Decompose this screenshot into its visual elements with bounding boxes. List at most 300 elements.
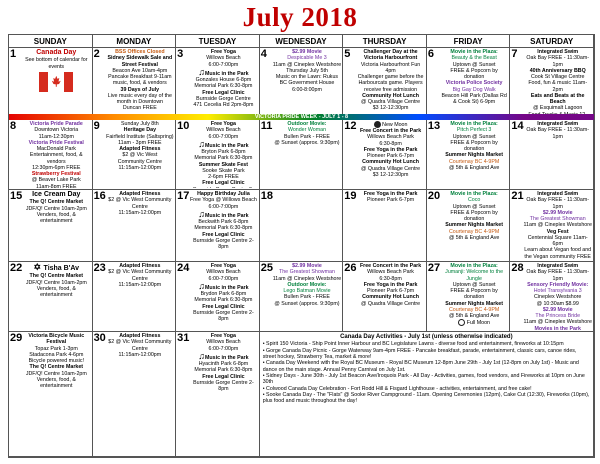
day-cell-18[interactable] [260, 190, 344, 262]
event-line: Heritage Day [123, 127, 157, 134]
event-line: Victoria Harbourfront Fun 4pm [360, 61, 421, 74]
day-number: 2 [93, 48, 100, 60]
day-number: 1 [10, 48, 17, 60]
event-line: 2-6pm FREE [208, 174, 239, 180]
moon-icon [374, 121, 381, 128]
pride-week-label: VICTORIA PRIDE WEEK - JULY 1 - 8 [254, 114, 349, 120]
day-number: 17 [177, 190, 190, 202]
event-line: Burnside Gorge Centre 2-8pm [193, 309, 254, 322]
event-line: $2.99 Movie [542, 306, 573, 313]
event-line: 6:30-8pm [379, 140, 402, 147]
event-line: FREE & Popcorn by donation [450, 139, 498, 152]
event-line: Integrated Swim [537, 191, 579, 197]
event-line: Beauty & the Beast [451, 55, 497, 62]
day-cell-12[interactable] [343, 120, 427, 190]
event-line: Community Hot Lunch [362, 159, 419, 166]
day-cell-29[interactable] [9, 332, 93, 457]
day-cell-5[interactable] [343, 48, 427, 120]
day-events [523, 191, 592, 260]
event-line [189, 187, 258, 189]
event-line: The Greatest Showman [529, 216, 586, 222]
day-cell-23[interactable] [93, 262, 177, 332]
event-line: Uptown @ Sunset [452, 133, 496, 140]
event-line: Cineplex Westshore [534, 294, 582, 301]
day-cell-17[interactable] [176, 190, 260, 262]
event-line: Beacon Hill Park (Dallas Rd & Cook St) 6-9pm [441, 92, 507, 105]
event-line: Free Concert in the Park [359, 263, 422, 269]
event-line: Integrated Swim [537, 121, 579, 127]
day-number: 31 [177, 332, 190, 344]
day-cell-2[interactable] [93, 48, 177, 120]
event-line: 39 Days of July [120, 86, 160, 93]
event-line: Jumanji: Welcome to the Jungle [445, 269, 504, 282]
event-line: 6:30-8pm [379, 275, 402, 282]
event-line: Oak Bay FREE - 11:30am-1pm [526, 55, 589, 68]
day-header-monday: MONDAY [93, 35, 177, 48]
event-line: Oak Bay FREE - 11:30am-1pm [526, 269, 589, 282]
event-line: Thursday July 5th [286, 67, 328, 74]
event-line: Big Gay Dog Walk [452, 86, 496, 93]
event-line: $2.99 Movie [542, 209, 573, 216]
event-line: FREE & Popcorn by donation [450, 67, 498, 80]
event-line: Outdoor Movie: [287, 281, 327, 288]
event-line: @ 5th & England Ave [448, 313, 500, 319]
canada-day-heading: Canada Day Activities - July 1st (unless otherwise indicated) [340, 334, 513, 340]
event-line: Memorial Park 6:30-8pm [194, 83, 253, 90]
star-of-david-icon: ✡ [33, 263, 44, 272]
day-number: 27 [427, 262, 441, 274]
event-line: Community Centre [117, 158, 162, 165]
day-events [356, 121, 425, 188]
event-line: Integrated Swim [537, 263, 579, 269]
event-line: Wonder Woman [287, 127, 327, 134]
event-line: @ Esquimalt Lagoon [533, 105, 583, 112]
day-events [440, 121, 509, 188]
day-number: 13 [427, 120, 441, 132]
event-line: Movies in the Park [534, 325, 581, 330]
event-line: Summer Nights Market [445, 222, 503, 229]
event-line: @ 10:30am $8.99 [536, 300, 579, 307]
event-line: Community Hot Lunch [362, 92, 419, 99]
day-number: 3 [177, 48, 184, 60]
music-note-icon: ♫ [198, 138, 205, 149]
event-line: Free Yoga [210, 121, 236, 127]
event-line: 6:00-7:00pm [208, 61, 239, 68]
event-line: Sooke Skate Park [202, 167, 245, 174]
event-line: New Moon [356, 121, 425, 128]
event-line: 11am @ Cineplex Westshore [523, 222, 592, 229]
event-line: $2 @ Vic West Community Centre [108, 339, 172, 352]
day-cell-4[interactable] [260, 48, 344, 120]
event-line: The Q! Centre Market [29, 364, 84, 371]
event-line: Willows Beach Park [367, 134, 414, 141]
canada-day-list [263, 341, 590, 404]
day-header-thursday: THURSDAY [343, 35, 427, 48]
event-line: Free Yoga in the Park [363, 146, 418, 153]
event-line: Bullen Park - FREE [284, 294, 330, 301]
event-line: Pitch Perfect 3 [456, 127, 492, 134]
event-line: 11am @ Cineplex Westshore [272, 61, 342, 68]
day-events [189, 49, 258, 118]
day-number: 12 [344, 120, 357, 132]
event-line: Adapted Fitness [119, 263, 161, 269]
event-line: @ Sunset (approx. 9:30pm) [274, 139, 340, 146]
canada-day-item: • Spirit 150 Victoria - Ship Point Inner Harbour and BC Legislature Lawns - diverse food and entertainment, fireworks at 10:15pm [263, 341, 590, 347]
event-line: The Greatest Showman [279, 269, 335, 276]
event-line: Movie in the Plaza: [450, 263, 498, 269]
day-events [273, 191, 342, 260]
event-line: Pioneer Park 6-7pm [367, 153, 415, 160]
calendar-grid [8, 34, 595, 458]
pride-week-banner [9, 114, 594, 120]
event-line: Music on the Lawn: Rukus [275, 74, 339, 80]
day-cell-24[interactable] [176, 262, 260, 332]
event-line: Oak Bay FREE - 11:30am-1pm [526, 197, 589, 210]
music-note-icon: ♫ [198, 350, 205, 361]
day-cell-20[interactable] [427, 190, 511, 262]
day-number: 9 [93, 120, 100, 132]
event-line: Willows Beach [206, 55, 241, 62]
event-line: @ 5th & England Ave [448, 234, 500, 241]
day-events [189, 191, 258, 260]
event-line: JDF/Q! Centre 10am-2pm [25, 370, 87, 377]
event-line: The Q! Centre Market [29, 273, 84, 280]
event-line: $2 @ Vic West Community Centre [108, 269, 172, 282]
day-events [106, 263, 175, 330]
day-number: 28 [511, 262, 524, 274]
event-line: Duncan FREE [122, 105, 157, 112]
event-line: 11:15am-12:00pm [118, 164, 162, 171]
day-cell-31[interactable] [176, 332, 260, 457]
event-line: 12:30pm-6pm FREE [32, 164, 81, 171]
event-line: Sunday July 8th [120, 121, 159, 127]
canada-day-item: • Sooke Canada Day - The "Flats" @ Sooke River Campground - 11am. Opening Ceremonies (12pm), Cake Cut (12:30), Fireworks (10pm), plus food and music throughout the day! [263, 392, 590, 405]
day-events [273, 121, 342, 188]
event-line: Outdoor Movie: [287, 121, 327, 127]
day-cell-25[interactable] [260, 262, 344, 332]
event-line: Free Legal Clinic [202, 180, 245, 187]
event-line: FREE & Popcorn by donation [450, 288, 498, 301]
day-number: 25 [260, 262, 273, 274]
event-line: Victoria Police Society [445, 80, 503, 87]
event-line: $2.99 Movie [292, 263, 322, 269]
day-header-tuesday: TUESDAY [176, 35, 260, 48]
day-number: 18 [260, 190, 273, 202]
event-line: 11am - 3pm FREE [118, 139, 162, 146]
day-header-sunday: SUNDAY [9, 35, 93, 48]
event-line: Free Yoga in the Park [363, 281, 418, 288]
event-line: Burnside Gorge Centre 2-8pm [193, 379, 254, 392]
day-events [106, 49, 175, 118]
day-number: 22 [10, 262, 23, 274]
event-line: Free Legal Clinic [202, 303, 245, 310]
event-line: Cook St Village Centre [530, 74, 585, 80]
event-line: Pioneer Park 6-7pm [367, 288, 415, 294]
day-cell-14[interactable] [510, 120, 594, 190]
event-line: Food, fun & music 11am-2pm [528, 80, 588, 93]
day-cell-30[interactable] [93, 332, 177, 457]
day-events [106, 191, 175, 260]
day-events [523, 263, 592, 330]
day-number: 19 [344, 190, 357, 202]
event-line: 6:00-7:00pm [208, 275, 239, 282]
day-cell-9[interactable] [93, 120, 177, 190]
event-line: Free Yoga [210, 333, 236, 339]
event-line: 11am-8pm FREE [36, 183, 77, 188]
music-note-icon: ♫ [198, 66, 205, 77]
event-line: Free Yoga @ Willows Beach [189, 197, 257, 204]
event-line: Adapted Fitness [119, 191, 161, 197]
day-events [189, 121, 258, 188]
event-line: @ 5th & England Ave [448, 164, 500, 171]
event-line: Venders, food, & entertainment [36, 285, 76, 298]
event-line: Uptown @ Sunset [452, 61, 496, 68]
day-events [523, 121, 592, 188]
canada-day-item: • Colwood Canada Day Celebration - Fort Rodd Hill & Fisgard Lighthouse - activities, entertainment, and free cake! [263, 386, 590, 392]
event-line: $2 @ Vic West Community Centre [108, 197, 172, 210]
canada-day-item: • Sidney Days - June 30th - July 1st Beacon Ave/Iroquois Park - All Day - Activities, games, food vendors, and Fireworks at 10pm on June 30th [263, 373, 590, 386]
music-note-icon: ♫ [198, 208, 205, 219]
event-line: Topaz Park 1-3pm [34, 345, 78, 352]
event-line: $2 @ Vic West [122, 152, 158, 159]
event-line: 11:15am-12:00pm [118, 209, 162, 216]
event-line: Summer Skate Fest [198, 161, 248, 168]
day-number: 21 [511, 190, 524, 202]
calendar-title: July 2018 [242, 2, 358, 32]
day-events [22, 191, 91, 260]
day-cell-15[interactable] [9, 190, 93, 262]
event-line: $2.99 Movie [292, 49, 322, 55]
event-line: 40th Anniversary BBQ [529, 67, 586, 74]
event-line: Courtenay BC 4-9PM [448, 158, 500, 165]
event-line: @ Quadra Village Centre [360, 99, 421, 105]
day-cell-22[interactable] [9, 262, 93, 332]
event-line: Victoria Pride Parade [29, 121, 83, 127]
event-line: Movie in the Plaza: [450, 49, 498, 55]
event-line: Veg Fest [546, 228, 569, 235]
event-line: Movie in the Plaza: [450, 121, 498, 127]
day-number: 14 [511, 120, 524, 132]
event-line: Happy Birthday Julia [197, 191, 250, 197]
event-line: ✡ Tisha B'Av [33, 263, 80, 272]
day-events [22, 121, 91, 188]
day-cell-26[interactable] [343, 262, 427, 332]
event-line: Free Legal Clinic [202, 231, 245, 238]
day-number: 16 [93, 190, 106, 202]
event-line: Free Yoga in the Park [363, 191, 418, 197]
event-line: Willows Beach Park [367, 269, 414, 276]
event-line: See bottom of calendar for events [25, 57, 88, 70]
day-events [22, 49, 91, 118]
event-line: Free Legal Clinic [202, 89, 245, 96]
day-cell-27[interactable] [427, 262, 511, 332]
event-line: Burnside Gorge Centre [196, 95, 251, 102]
event-line: Memorial Park 6:30-8pm [194, 155, 253, 162]
day-cell-6[interactable] [427, 48, 511, 120]
day-cell-3[interactable] [176, 48, 260, 120]
event-line: Free Yoga [210, 49, 236, 55]
event-line: Entertainment, food, & vendors [29, 152, 83, 165]
day-header-saturday: SATURDAY [510, 35, 594, 48]
event-line: Bullen Park - FREE [284, 133, 330, 140]
day-events [22, 263, 91, 330]
event-line: $3 12-12:30pm [372, 105, 409, 112]
event-line: Stadacona Park 4-6pm [29, 351, 84, 358]
day-cell-8[interactable] [9, 120, 93, 190]
day-header-wednesday: WEDNESDAY [260, 35, 344, 48]
event-line: $3 12-12:30pm [372, 171, 409, 178]
day-events [106, 121, 175, 188]
event-line: Brydon Park 6-8pm [200, 291, 247, 297]
event-line: @ Sunset (approx. 9:30pm) [274, 300, 340, 307]
event-line: Ice Cream Day [32, 191, 81, 198]
day-number: 6 [427, 48, 434, 60]
day-cell-7[interactable] [510, 48, 594, 120]
day-cell-13[interactable] [427, 120, 511, 190]
event-line: ♫Music in the Park [198, 208, 249, 219]
event-line: The Q! Centre Market [29, 199, 84, 206]
day-events [22, 333, 91, 455]
event-line: Free Yoga [210, 263, 236, 269]
event-line: 11am @ Cineplex Westshore [523, 319, 592, 326]
event-line: Willows Beach [206, 339, 241, 346]
day-number: 30 [93, 332, 106, 344]
day-cell-28[interactable] [510, 262, 594, 332]
day-cell-21[interactable] [510, 190, 594, 262]
day-events [106, 333, 175, 455]
event-line: 11:15am-12:00pm [118, 351, 162, 358]
day-events [440, 263, 509, 330]
event-line: Canada Day [36, 49, 77, 56]
event-line: Beckwith Park 6-8pm [198, 219, 249, 225]
event-line: Sensory Friendly Movie: [527, 281, 589, 288]
event-line: Hotel Transylvania 3 [533, 288, 582, 294]
event-line: Hyacinth Park 6-8pm [198, 361, 249, 367]
event-line: Burnside Gorge Centre 2-8pm [193, 237, 254, 250]
event-line: 6:00-7:00pm [208, 345, 239, 352]
day-events [189, 263, 258, 330]
event-line: Bicycle powered music! [28, 358, 84, 364]
event-line: Uptown @ Sunset [452, 203, 496, 210]
event-line: ♫Music in the Park [198, 280, 249, 291]
event-line: Strawberry Festival [31, 171, 81, 177]
event-line: Community Hot Lunch [362, 294, 419, 301]
event-line: Fairfield Institute (Saltspring) [106, 133, 174, 140]
day-cell-16[interactable] [93, 190, 177, 262]
day-events [189, 333, 258, 455]
event-line: ♫Music in the Park [198, 66, 249, 77]
day-cell-10[interactable] [176, 120, 260, 190]
music-note-icon: ♫ [198, 280, 205, 291]
event-line: BSS Offices Closed [115, 49, 165, 55]
event-line: Victoria Pride Festival [28, 139, 84, 146]
calendar-title-bar [0, 0, 600, 34]
canada-day-item: • Gorge Canada Day Picnic - Gorge Waterway 9am-4pm FREE - Pancake breakfast, parade, entertainment, classic cars, canoe rides, street hockey, Strawberry Tea, market & more! [263, 348, 590, 361]
day-number: 11 [260, 120, 273, 132]
event-line: Sidney Sidewalk Sale and Street Festival [107, 55, 173, 68]
event-line: 471 Cecelia Rd 2pm-8pm [193, 102, 254, 108]
canada-day-item: • Canada Day Weekend with the Royal BC Museum - Royal BC Museum 12-8pm June 29th - July 1st (12-8pm on July 1st) - Music and dance on the main stage. Annual Penny Carnival on July 1st. [263, 360, 590, 373]
event-line: 6:00-8:00pm [292, 86, 322, 93]
event-line: Uptown @ Sunset [452, 281, 496, 288]
day-events [273, 263, 342, 330]
event-line: Learn about Vegan food and the Vegan community FREE [524, 247, 592, 260]
event-line: Gonzales House 6-8pm [195, 77, 252, 83]
event-line: Oak Bay FREE - 11:30am-1pm [526, 127, 589, 140]
day-number: 10 [177, 120, 190, 132]
day-number: 26 [344, 262, 357, 274]
event-line: Pioneer Park 6-7pm [367, 197, 415, 204]
event-line: Venders, food, & entertainment [36, 211, 76, 224]
event-line: JDF/Q! Centre 10am-2pm [25, 205, 87, 212]
event-line: 6:00-7:00pm [208, 133, 239, 140]
event-line: Centennial Square 11am-6pm [527, 234, 588, 247]
event-line: The Princess Bride [535, 313, 581, 319]
event-line: Free Legal Clinic [202, 373, 245, 380]
event-line: Challenger game before the Harbourcats game. Players receive free admission [357, 74, 424, 93]
event-line: BC Government House [279, 80, 335, 87]
event-line: Summer Nights Market [445, 300, 503, 307]
event-line: 11am-12:30pm [38, 133, 74, 140]
event-line: Beacon Ave 10am-4pm [112, 67, 168, 74]
day-events [356, 191, 425, 260]
event-line: Movie in the Plaza: [450, 191, 498, 197]
day-cell-19[interactable] [343, 190, 427, 262]
event-line: Memorial Park 6:30-8pm [194, 367, 253, 374]
event-line: Willows Beach [206, 127, 241, 134]
day-events [523, 49, 592, 118]
event-line: Memorial Park 6:30-8pm [194, 225, 253, 232]
day-number: 15 [10, 190, 23, 202]
canada-day-activities [260, 332, 594, 457]
event-line: JDF/Q! Centre 10am-2pm [25, 279, 87, 286]
day-number: 23 [93, 262, 106, 274]
event-line: Victoria Bicycle Music Festival [28, 333, 85, 346]
day-number: 5 [344, 48, 351, 60]
day-events [356, 49, 425, 118]
event-line: Integrated Swim [537, 49, 579, 55]
event-line: Lego Batman Movie [283, 288, 331, 294]
event-line: Summer Nights Market [445, 152, 503, 159]
day-events [356, 263, 425, 330]
event-line: Willows Beach [206, 269, 241, 276]
day-header-friday: FRIDAY [427, 35, 511, 48]
day-cell-11[interactable] [260, 120, 344, 190]
event-line: Challenger Day at the Victoria Harbourfront [363, 49, 418, 62]
event-line: Downtown Victoria [34, 127, 79, 134]
event-line: @ Beaver Lake Park [31, 177, 81, 184]
event-line: Despicable Me 3 [287, 55, 327, 62]
day-number: 24 [177, 262, 190, 274]
day-number: 29 [10, 332, 23, 344]
day-number: 7 [511, 48, 518, 60]
event-line: Eats and Beats at the Beach [530, 92, 585, 105]
event-line: Full Moon [440, 319, 509, 326]
event-line: Adapted Fitness [119, 146, 161, 152]
day-events [440, 49, 509, 118]
day-cell-1[interactable] [9, 48, 93, 120]
event-line: ♫Music in the Park [198, 350, 249, 361]
event-line: Memorial Park 6:30-8pm [194, 297, 253, 304]
event-line: music, food, & vendors [112, 80, 167, 87]
event-line: Live music every day of the month in Downtown [107, 92, 172, 105]
event-line: Coco [467, 197, 481, 204]
event-line: 11am @ Cineplex Westshore [272, 275, 342, 282]
event-line: Pancake Breakfast 9-11am [108, 74, 172, 80]
event-line: @ Quadra Village Centre [360, 165, 421, 172]
event-line: 6:00-7:00pm [208, 203, 239, 210]
day-number: 8 [10, 120, 17, 132]
